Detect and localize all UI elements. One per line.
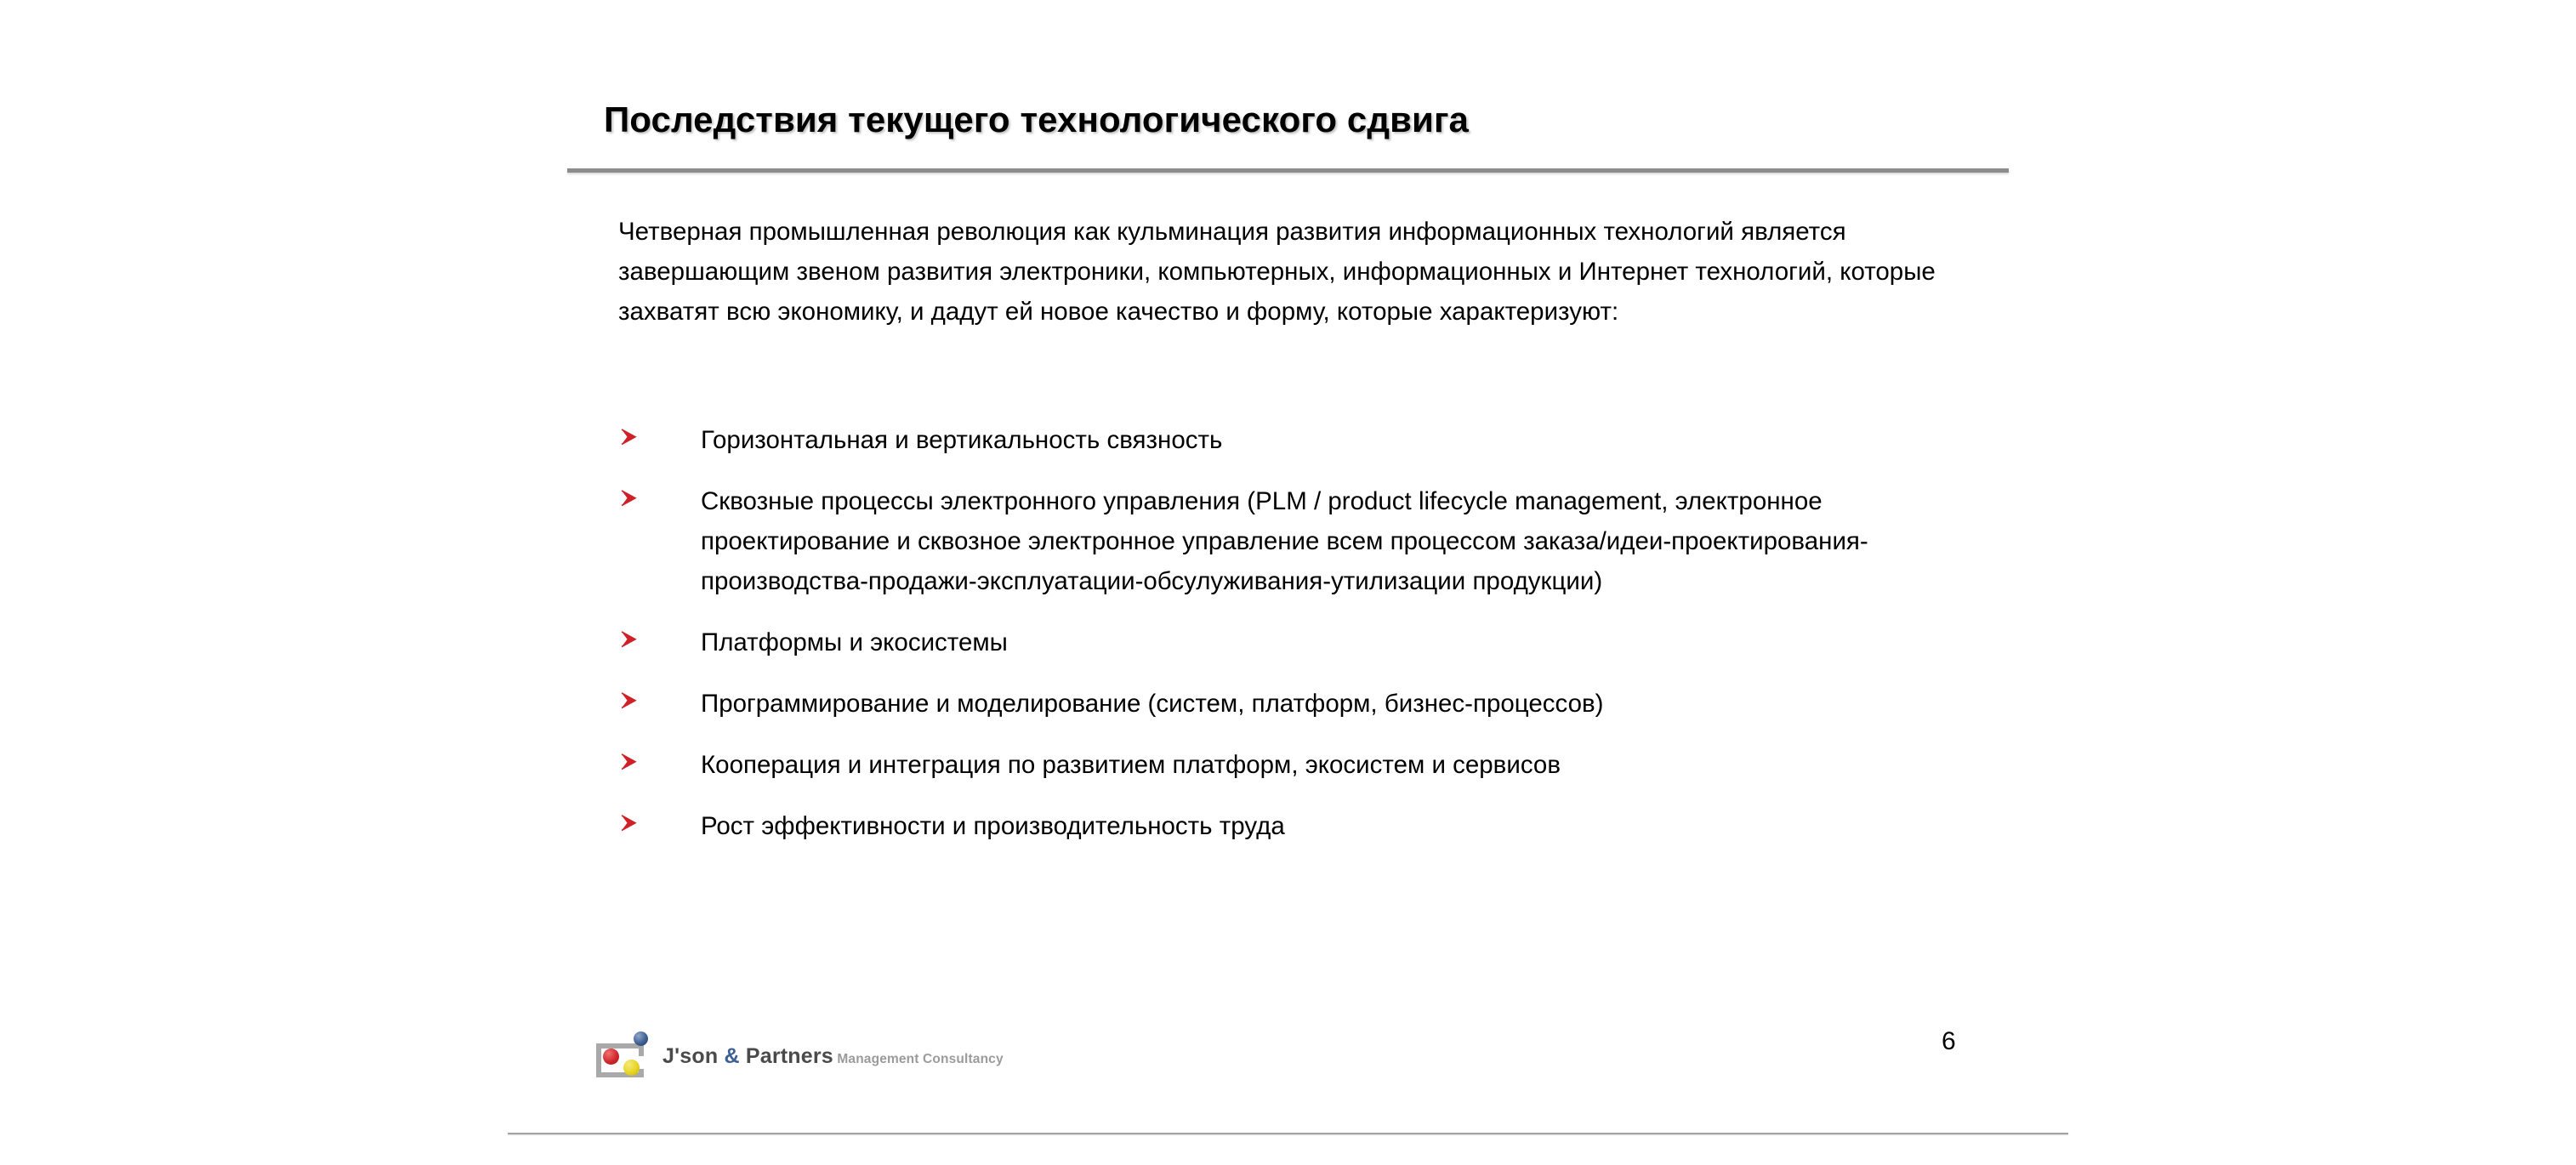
intro-paragraph: Четверная промышленная революция как кульминация развития информационных технологий является завершающим звеном развития электроники, компьютерных, информационных и Интернет технологий, которые захватят всю экономику, и дадут ей новое качество и форму, которые характеризуют: [618,218,1936,326]
page-title: Последствия текущего технологического сдвига [604,99,1469,139]
title-block [604,99,2016,139]
list-item [618,481,1979,601]
red-chevron-bullet-icon [618,481,701,509]
logo-yellow-sphere [623,1060,640,1076]
list-item-label: Сквозные процессы электронного управления (PLM / product lifecycle management, электронное проектирование и сквозное электронное управление всем процессом заказа/идеи-проектирования-производства-продажи-эксплуатации-обсулуживания-утилизации продукции) [701,487,1868,595]
red-chevron-bullet-icon [618,806,701,834]
logo-blue-sphere [634,1031,648,1046]
page-number: 6 [1942,1027,1956,1055]
list-item [618,806,1979,846]
footer-logo [593,1031,1004,1081]
red-chevron-bullet-icon [618,622,701,651]
list-item [618,684,1979,724]
logo-name-part2: Partners [739,1043,833,1068]
list-item-label: Платформы и экосистемы [701,628,1008,656]
list-item-label: Кооперация и интеграция по развитием платформ, экосистем и сервисов [701,751,1561,779]
red-chevron-bullet-icon [618,684,701,712]
json-partners-logo-icon [593,1031,654,1081]
list-item-label: Горизонтальная и вертикальность связность [701,426,1223,454]
logo-name-part1: J'son [662,1043,725,1068]
logo-company-name [662,1044,833,1068]
list-item [618,622,1979,662]
list-item [618,420,1979,460]
red-chevron-bullet-icon [618,745,701,773]
title-underline-rule [567,168,2009,173]
list-item [618,745,1979,785]
red-chevron-bullet-icon [618,420,701,448]
list-item-label: Программирование и моделирование (систем, платформ, бизнес-процессов) [701,690,1604,718]
logo-ampersand: & [724,1043,740,1068]
bullet-list [618,420,1979,846]
footer-divider-rule [508,1133,2068,1134]
list-item-label: Рост эффективности и производительность труда [701,812,1285,840]
logo-tagline: Management Consultancy [837,1051,1004,1066]
logo-red-sphere [603,1048,619,1065]
logo-wordmark [662,1043,1004,1068]
